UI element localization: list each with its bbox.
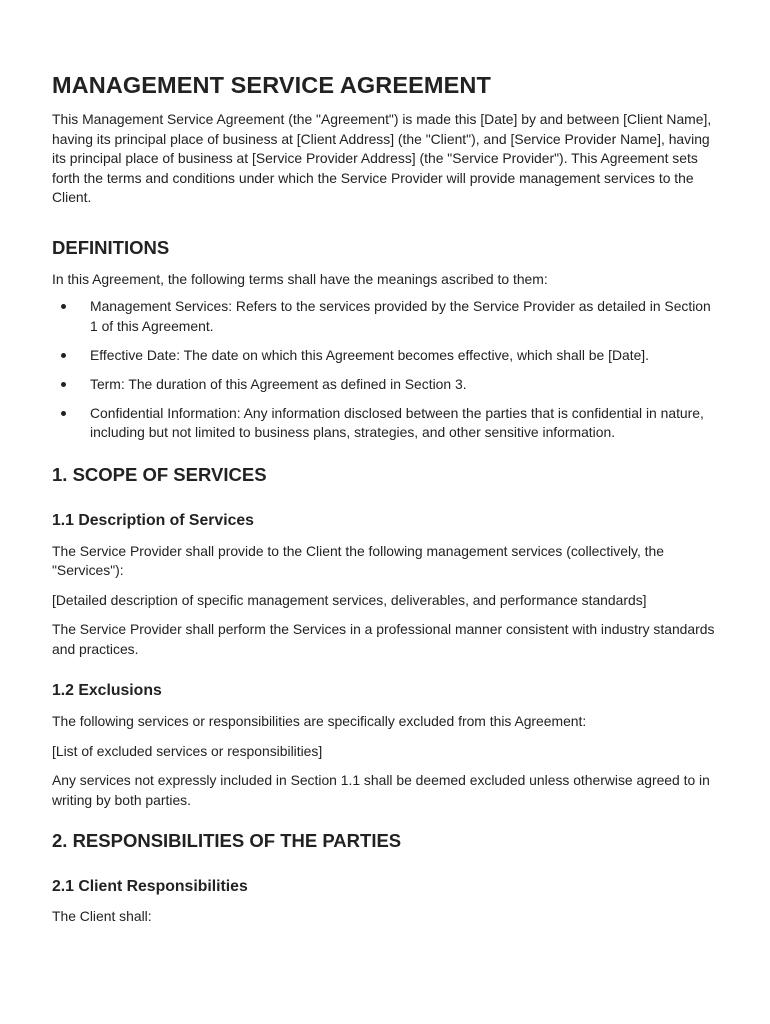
bullet-icon [61,353,66,358]
paragraph: The Service Provider shall provide to the Client the following management services (collectively, the "Services"): [52,542,664,578]
paragraph: Any services not expressly included in Section 1.1 shall be deemed excluded unless otherwise agreed to in writing by both parties. [52,772,710,808]
list-item [52,375,722,395]
definition-text: Management Services: Refers to the services provided by the Service Provider as detailed in Section 1 of this Agreement. [90,298,711,334]
document-title: MANAGEMENT SERVICE AGREEMENT [52,72,491,98]
definition-text: Confidential Information: Any information disclosed between the parties that is confidential in nature, including but not limited to business plans, strategies, and other sensitive information. [90,404,704,440]
list-item [52,297,722,336]
definition-text: Effective Date: The date on which this Agreement becomes effective, which shall be [Date]. [90,346,650,363]
definitions-intro: In this Agreement, the following terms shall have the meanings ascribed to them: [52,270,548,287]
section-heading-responsibilities: 2. RESPONSIBILITIES OF THE PARTIES [52,830,402,851]
paragraph: The following services or responsibilities are specifically excluded from this Agreement: [52,713,587,729]
subsection-heading-description: 1.1 Description of Services [52,511,254,529]
bullet-icon [61,304,66,309]
intro-paragraph: This Management Service Agreement (the "Agreement") is made this [Date] by and between [Client Name], having its principal place of business at [Client Address] (the "Client"), and [Service Provider Name], having its principal place of business at [Service Provider Address] (the "Service Provider"). This Agreement sets forth the terms and conditions under which the Service Provider will provide management services to the Client. [52,111,712,205]
bullet-icon [61,382,66,387]
paragraph: The Service Provider shall perform the Services in a professional manner consistent with industry standards and practices. [52,621,715,657]
paragraph: [Detailed description of specific management services, deliverables, and performance standards] [52,591,647,608]
subsection-heading-exclusions: 1.2 Exclusions [52,682,162,699]
paragraph: The Client shall: [52,908,152,924]
definition-text: Term: The duration of this Agreement as defined in Section 3. [90,375,467,392]
subsection-heading-client-responsibilities: 2.1 Client Responsibilities [52,878,248,895]
paragraph: [List of excluded services or responsibilities] [52,742,323,759]
section-heading-definitions: DEFINITIONS [52,236,170,258]
list-item [52,404,722,443]
list-item [52,346,722,366]
document-page [52,70,722,927]
bullet-icon [61,411,66,416]
definitions-list [52,297,722,443]
section-heading-scope: 1. SCOPE OF SERVICES [52,463,267,485]
